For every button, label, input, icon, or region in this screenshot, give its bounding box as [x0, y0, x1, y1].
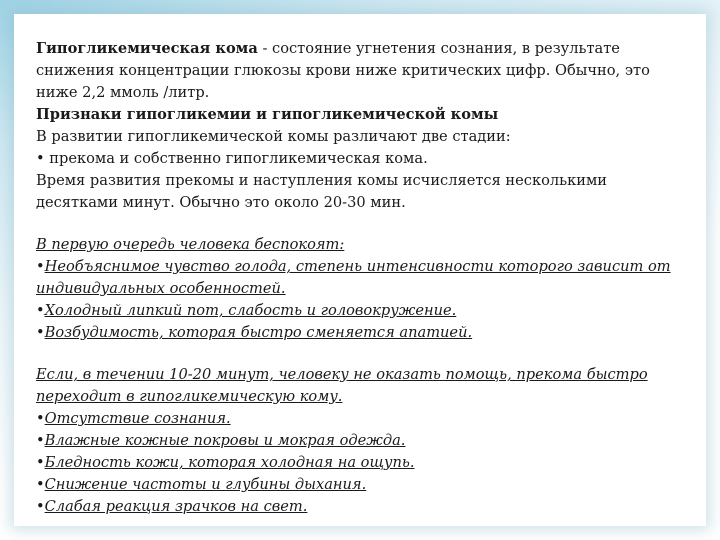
- coma-sign-item: •Бледность кожи, которая холодная на ощупь.: [36, 454, 415, 471]
- spacer: [36, 344, 676, 364]
- bullet: •: [36, 454, 45, 471]
- slide-content: [36, 38, 676, 518]
- bullet: •: [36, 410, 45, 427]
- stages-line: В развитии гипогликемической комы различают две стадии:: [36, 128, 511, 145]
- first-symptoms-heading: В первую очередь человека беспокоят:: [36, 236, 345, 253]
- bullet: •: [36, 432, 45, 449]
- bullet: •: [36, 498, 45, 515]
- spacer: [36, 214, 676, 234]
- time-text: Время развития прекомы и наступления комы исчисляется несколькими десятками минут. Обычно это около 20-30 мин.: [36, 172, 608, 211]
- first-symptoms-block: [36, 234, 676, 344]
- signs-title: Признаки гипогликемии и гипогликемической комы: [36, 106, 499, 123]
- bullet: •: [36, 302, 45, 319]
- coma-sign-item: •Снижение частоты и глубины дыхания.: [36, 476, 367, 493]
- first-symptom-item: •Возбудимость, которая быстро сменяется апатией.: [36, 324, 473, 341]
- intro-definition: - состояние угнетения сознания, в результате снижения концентрации глюкозы крови ниже критических цифр. Обычно, это ниже 2,2 ммоль /литр.: [36, 40, 650, 101]
- intro-paragraph: [36, 38, 676, 104]
- bullet: •: [36, 324, 45, 341]
- coma-signs-heading: Если, в течении 10-20 минут, человеку не оказать помощь, прекома быстро переходит в гипогликемическую кому.: [36, 366, 648, 405]
- first-symptom-item: •Холодный липкий пот, слабость и головокружение.: [36, 302, 457, 319]
- coma-sign-item: •Влажные кожные покровы и мокрая одежда.: [36, 432, 406, 449]
- intro-term: Гипогликемическая кома: [36, 40, 258, 57]
- coma-sign-item: •Отсутствие сознания.: [36, 410, 231, 427]
- bullet: •: [36, 476, 45, 493]
- stages-item: • прекома и собственно гипогликемическая кома.: [36, 150, 428, 167]
- coma-signs-block: [36, 364, 676, 518]
- bullet: •: [36, 258, 45, 275]
- coma-sign-item: •Слабая реакция зрачков на свет.: [36, 498, 308, 515]
- first-symptom-item: •Необъяснимое чувство голода, степень интенсивности которого зависит от индивидуальных особенностей.: [36, 258, 671, 297]
